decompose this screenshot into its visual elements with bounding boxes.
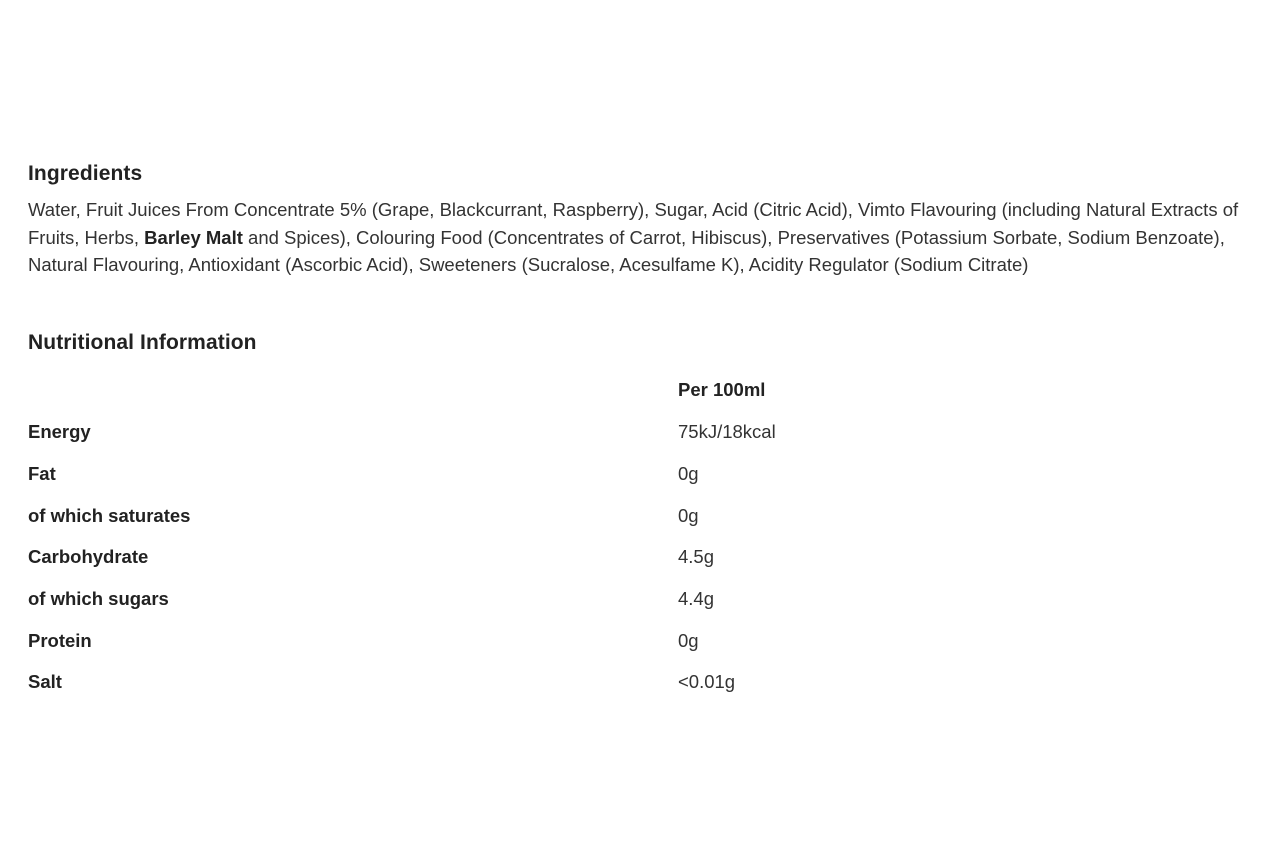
nutrition-header-row [28, 368, 1028, 412]
ingredients-heading: Ingredients [28, 162, 143, 185]
nutrient-name: of which sugars [28, 588, 169, 610]
table-row [28, 495, 1028, 537]
ingredients-text-part2: and Spices), Colouring Food (Concentrates of Carrot, Hibiscus), Preservatives (Potassium Sorbate, Sodium Benzoate), Natural Flavouring, Antioxidant (Ascorbic Acid), Sweeteners (Sucralose, Acesulfame K), Acidity Regulator (Sodium Citrate) [28, 226, 1225, 275]
nutrient-value: 4.5g [678, 546, 715, 568]
ingredients-text-part1: Water, Fruit Juices From Concentrate 5% (Grape, Blackcurrant, Raspberry), Sugar, Acid (Citric Acid), Vimto Flavouring (including Natural Extracts of Fruits, Herbs, [28, 199, 1239, 248]
nutrient-name: Carbohydrate [28, 546, 149, 568]
nutrient-name: Protein [28, 629, 92, 651]
nutrient-value: <0.01g [678, 671, 736, 693]
table-row [28, 453, 1028, 495]
nutrient-value: 0g [678, 504, 699, 526]
table-row [28, 662, 1028, 704]
nutrition-heading: Nutritional Information [28, 330, 257, 354]
nutrient-value: 0g [678, 629, 699, 651]
product-details [28, 160, 1273, 703]
nutrition-table [28, 368, 1028, 704]
nutrient-name: Fat [28, 463, 56, 485]
table-row [28, 537, 1028, 579]
nutrition-section [28, 329, 1273, 704]
ingredients-section [28, 160, 1273, 279]
table-row [28, 620, 1028, 662]
nutrient-name: of which saturates [28, 504, 191, 526]
nutrient-value: 0g [678, 463, 699, 485]
table-row [28, 578, 1028, 620]
per-100ml-header: Per 100ml [678, 378, 766, 400]
allergen-highlight: Barley Malt [144, 226, 243, 248]
ingredients-list [28, 196, 1273, 279]
table-row [28, 412, 1028, 454]
nutrient-name: Energy [28, 421, 91, 443]
nutrient-value: 4.4g [678, 588, 715, 610]
nutrient-name: Salt [28, 671, 62, 693]
nutrient-value: 75kJ/18kcal [678, 421, 776, 443]
